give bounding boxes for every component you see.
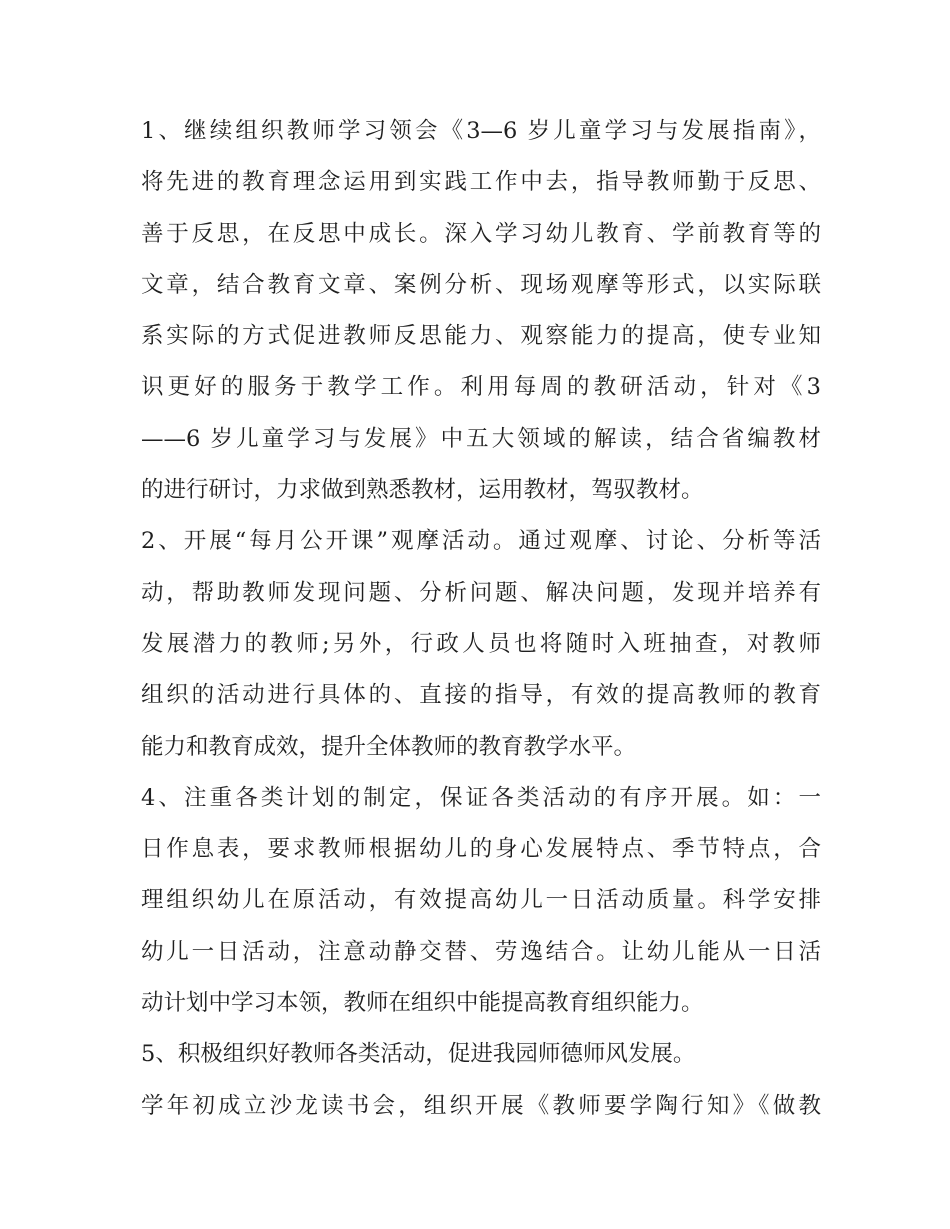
text-line: 2、开展“每月公开课”观摩活动。通过观摩、讨论、分析等活 bbox=[141, 528, 821, 555]
text-line: 发展潜力的教师;另外，行政人员也将随时入班抽查，对教师 bbox=[141, 630, 821, 657]
text-line: 学年初成立沙龙读书会，组织开展《教师要学陶行知》《做教 bbox=[141, 1092, 821, 1119]
text-line: 1、继续组织教师学习领会《3—6 岁儿童学习与发展指南》， bbox=[141, 118, 821, 144]
text-line: 文章，结合教育文章、案例分析、现场观摩等形式，以实际联 bbox=[141, 271, 821, 298]
text-line: 的进行研讨，力求做到熟悉教材，运用教材，驾驭教材。 bbox=[141, 477, 704, 504]
text-line: 5、积极组织好教师各类活动，促进我园师德师风发展。 bbox=[141, 1041, 696, 1068]
text-line: 善于反思，在反思中成长。深入学习幼儿教育、学前教育等的 bbox=[141, 220, 821, 247]
text-line: 幼儿一日活动，注意动静交替、劳逸结合。让幼儿能从一日活 bbox=[141, 938, 821, 965]
text-line: 能力和教育成效，提升全体教师的教育教学水平。 bbox=[141, 733, 637, 760]
text-line: 日作息表，要求教师根据幼儿的身心发展特点、季节特点，合 bbox=[141, 836, 821, 863]
document-body bbox=[141, 106, 821, 1132]
text-line: 动计划中学习本领，教师在组织中能提高教育组织能力。 bbox=[141, 990, 704, 1017]
text-line: 理组织幼儿在原活动，有效提高幼儿一日活动质量。科学安排 bbox=[141, 887, 821, 914]
text-line: 动，帮助教师发现问题、分析问题、解决问题，发现并培养有 bbox=[141, 579, 821, 606]
text-line: 系实际的方式促进教师反思能力、观察能力的提高，使专业知 bbox=[141, 323, 821, 350]
text-line: 组织的活动进行具体的、直接的指导，有效的提高教师的教育 bbox=[141, 682, 821, 709]
text-line: 将先进的教育理念运用到实践工作中去，指导教师勤于反思、 bbox=[141, 169, 821, 196]
text-line: 识更好的服务于教学工作。利用每周的教研活动，针对《3 bbox=[141, 374, 821, 401]
text-line: 4、注重各类计划的制定，保证各类活动的有序开展。如：一 bbox=[141, 784, 821, 811]
text-line: ——6 岁儿童学习与发展》中五大领域的解读，结合省编教材 bbox=[141, 425, 821, 452]
